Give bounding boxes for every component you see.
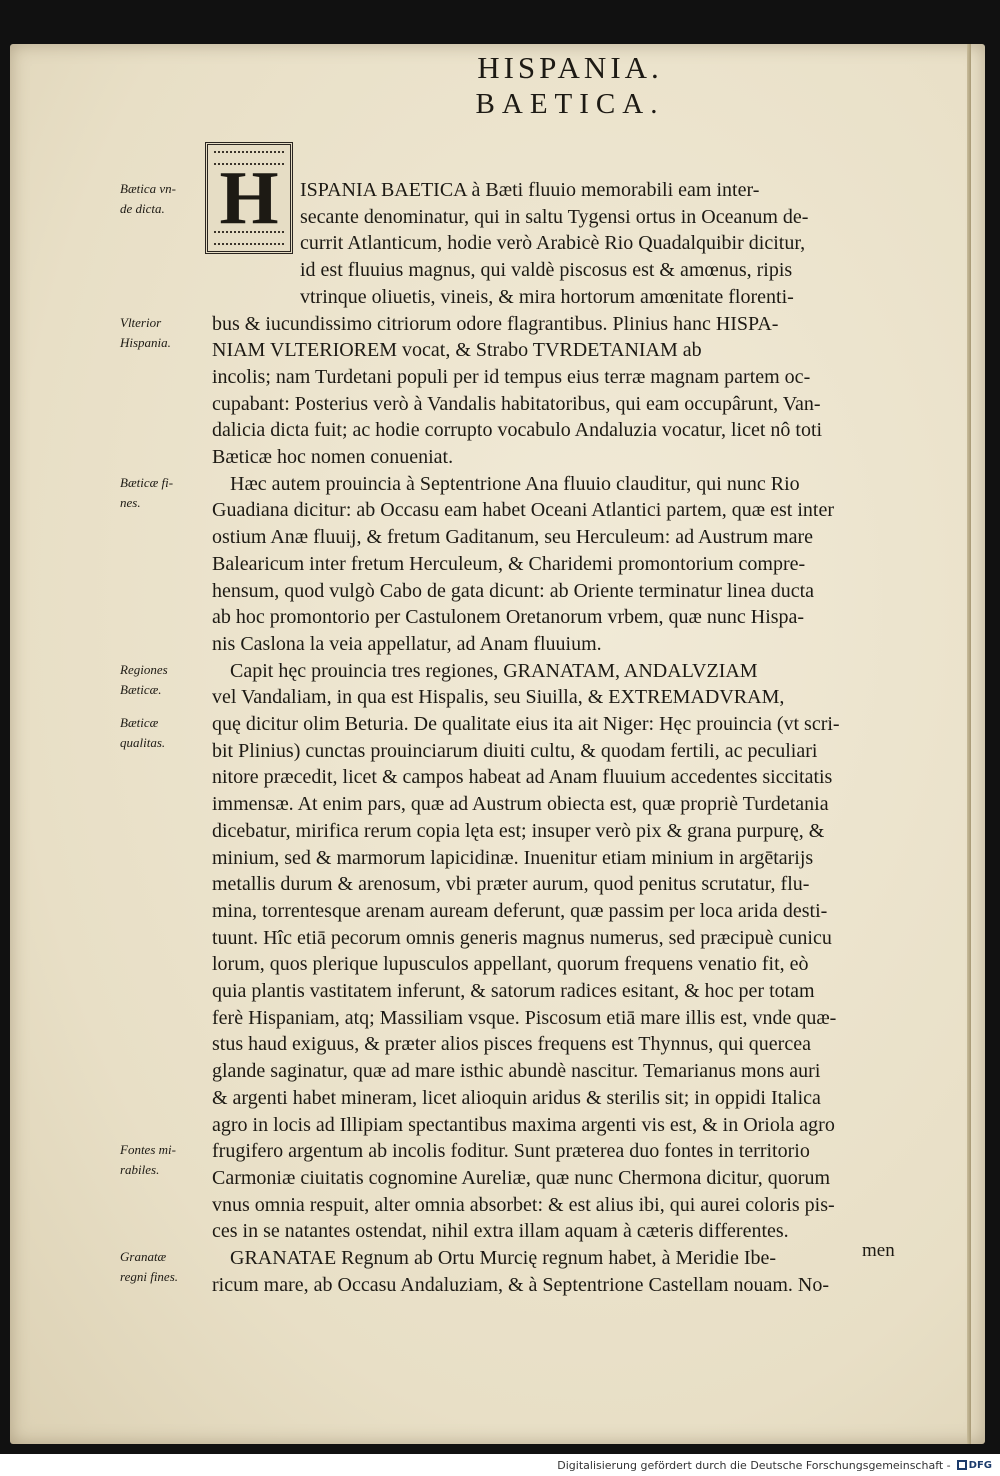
text-line: vel Vandaliam, in qua est Hispalis, seu Siuilla, & EXTREMADVRAM, bbox=[212, 686, 785, 708]
margin-note bbox=[120, 179, 210, 219]
text-line: dalicia dicta fuit; ac hodie corrupto vocabulo Andaluzia vocatur, licet nô toti bbox=[212, 419, 823, 441]
text-line: frugifero argentum ab incolis foditur. Sunt præterea duo fontes in territorio bbox=[212, 1140, 810, 1162]
text-line: secante denominatur, qui in saltu Tygensi ortus in Oceanum de- bbox=[300, 206, 809, 228]
text-line: immensæ. At enim pars, quæ ad Austrum obiecta est, quæ propriè Turdetania bbox=[212, 793, 829, 815]
text-line: vtrinque oliuetis, vineis, & mira hortorum amœnitate florenti- bbox=[300, 286, 794, 308]
margin-note-line: Bætica vn- bbox=[120, 181, 176, 196]
text-line: ab hoc promontorio per Castulonem Oretanorum vrbem, quæ nunc Hispa- bbox=[212, 606, 805, 628]
text-line: Capit hęc prouincia tres regiones, GRANATAM, ANDALVZIAM bbox=[230, 660, 758, 682]
margin-note-line: regni fines. bbox=[120, 1269, 179, 1284]
margin-note-line: Bæticæ fi- bbox=[120, 475, 174, 490]
text-line: ostium Anæ fluuij, & fretum Gaditanum, seu Herculeum: ad Austrum mare bbox=[212, 526, 814, 548]
text-line: bus & iucundissimo citriorum odore flagrantibus. Plinius hanc HISPA- bbox=[212, 313, 779, 335]
margin-note bbox=[120, 713, 210, 753]
text-line: dicebatur, mirifica rerum copia lęta est; insuper verò pix & grana purpurę, & bbox=[212, 820, 825, 842]
margin-note bbox=[120, 473, 210, 513]
page-edge bbox=[967, 44, 971, 1444]
margin-note-line: Hispania. bbox=[120, 335, 171, 350]
text-line: NIAM VLTERIOREM vocat, & Strabo TVRDETANIAM ab bbox=[212, 339, 702, 361]
margin-note bbox=[120, 313, 210, 353]
dfg-logo-icon bbox=[957, 1460, 992, 1471]
text-line: Guadiana dicitur: ab Occasu eam habet Oceani Atlantici partem, quæ est inter bbox=[212, 499, 834, 521]
footer-text: Digitalisierung gefördert durch die Deutsche Forschungsgemeinschaft - bbox=[557, 1458, 951, 1472]
dfg-logo-label: DFG bbox=[968, 1459, 992, 1471]
margin-note-line: nes. bbox=[120, 495, 141, 510]
margin-note-line: Fontes mi- bbox=[120, 1142, 176, 1157]
text-line: cupabant: Posterius verò à Vandalis habitatoribus, qui eam occupârunt, Van- bbox=[212, 393, 821, 415]
margin-note bbox=[120, 660, 210, 700]
initial-letter: H bbox=[219, 156, 279, 240]
text-line: glande saginatur, quæ ad mare isthic abundè nascitur. Temarianus mons auri bbox=[212, 1060, 821, 1082]
text-line: nis Caslona la veia appellatur, ad Anam fluuium. bbox=[212, 633, 602, 655]
text-line: nitore præcedit, licet & campos habeat ad Anam fluuium accedentes siccitatis bbox=[212, 766, 833, 788]
text-line: GRANATAE Regnum ab Ortu Murcię regnum habet, à Meridie Ibe- bbox=[230, 1247, 777, 1269]
margin-note-line: Vlterior bbox=[120, 315, 162, 330]
section-title: BAETICA. bbox=[475, 88, 665, 120]
text-line: vnus omnia respuit, alter omnia absorbet: & est alius ibi, qui aurei coloris pis- bbox=[212, 1194, 835, 1216]
margin-note-line: de dicta. bbox=[120, 201, 165, 216]
text-line: id est fluuius magnus, qui valdè piscosus est & amœnus, ripis bbox=[300, 259, 793, 281]
dfg-mark-icon bbox=[957, 1460, 967, 1470]
margin-note-line: Granatæ bbox=[120, 1249, 167, 1264]
margin-note-line: Bæticæ. bbox=[120, 682, 162, 697]
text-line: Carmoniæ ciuitatis cognomine Aureliæ, quæ nunc Chermona dicitur, quorum bbox=[212, 1167, 830, 1189]
text-line: minium, sed & marmorum lapicidinæ. Inuenitur etiam minium in argētarijs bbox=[212, 847, 814, 869]
text-line: stus haud exiguus, & præter alios pisces frequens est Thynnus, qui quercea bbox=[212, 1033, 811, 1055]
text-line: ces in se natantes ostendat, nihil extra illam aquam à cæteris differentes. bbox=[212, 1220, 789, 1242]
text-line: quia plantis vastitatem inferunt, & satorum radices esitant, & hoc per totam bbox=[212, 980, 815, 1002]
text-line: ricum mare, ab Occasu Andaluziam, & à Septentrione Castellam nouam. No- bbox=[212, 1274, 830, 1296]
text-line: currit Atlanticum, hodie verò Arabicè Rio Quadalquibir dicitur, bbox=[300, 232, 806, 254]
text-line: metallis durum & arenosum, vbi præter aurum, quod penitus scrutatur, flu- bbox=[212, 873, 810, 895]
margin-note-line: Regiones bbox=[120, 662, 168, 677]
text-line: bit Plinius) cunctas prouinciarum diuiti cultu, & quodam fertili, ac peculiari bbox=[212, 740, 818, 762]
text-line: & argenti habet mineram, licet alioquin aridus & sterilis sit; in oppidi Italica bbox=[212, 1087, 821, 1109]
margin-note-line: rabiles. bbox=[120, 1162, 160, 1177]
text-line: hensum, quod vulgò Cabo de gata dicunt: ab Oriente terminatur linea ducta bbox=[212, 580, 815, 602]
text-line: ferè Hispaniam, atq; Massiliam vsque. Piscosum etiā mare illis est, vnde quæ- bbox=[212, 1007, 837, 1029]
text-line: tuunt. Hîc etiā pecorum omnis generis magnus numerus, sed præcipuè cunicu bbox=[212, 927, 832, 949]
margin-note bbox=[120, 1247, 210, 1287]
margin-note bbox=[120, 1140, 210, 1180]
margin-note-line: Bæticæ bbox=[120, 715, 159, 730]
text-line: Bæticæ hoc nomen conueniat. bbox=[212, 446, 454, 468]
margin-note-line: qualitas. bbox=[120, 735, 166, 750]
text-line: lorum, quos plerique lupusculos appellant, quorum frequens venatio fit, eò bbox=[212, 953, 809, 975]
text-line: incolis; nam Turdetani populi per id tempus eius terræ magnam partem oc- bbox=[212, 366, 811, 388]
text-line: quę dicitur olim Beturia. De qualitate eius ita ait Niger: Hęc prouincia (vt scri- bbox=[212, 713, 840, 735]
digitization-footer bbox=[0, 1454, 1000, 1476]
text-line: ISPANIA BAETICA à Bæti fluuio memorabili eam inter- bbox=[300, 179, 760, 201]
text-line: Balearicum inter fretum Herculeum, & Charidemi promontorium compre- bbox=[212, 553, 806, 575]
decorated-initial bbox=[205, 142, 293, 254]
text-line: mina, torrentesque arenam auream deferunt, quæ passim per loca arida desti- bbox=[212, 900, 828, 922]
text-line: agro in locis ad Illipiam spectantibus maxima argenti vis est, & in Oriola agro bbox=[212, 1114, 835, 1136]
catchword: men bbox=[862, 1240, 895, 1261]
running-head: HISPANIA. bbox=[477, 50, 663, 85]
text-line: Hæc autem prouincia à Septentrione Ana fluuio clauditur, qui nunc Rio bbox=[230, 473, 800, 495]
